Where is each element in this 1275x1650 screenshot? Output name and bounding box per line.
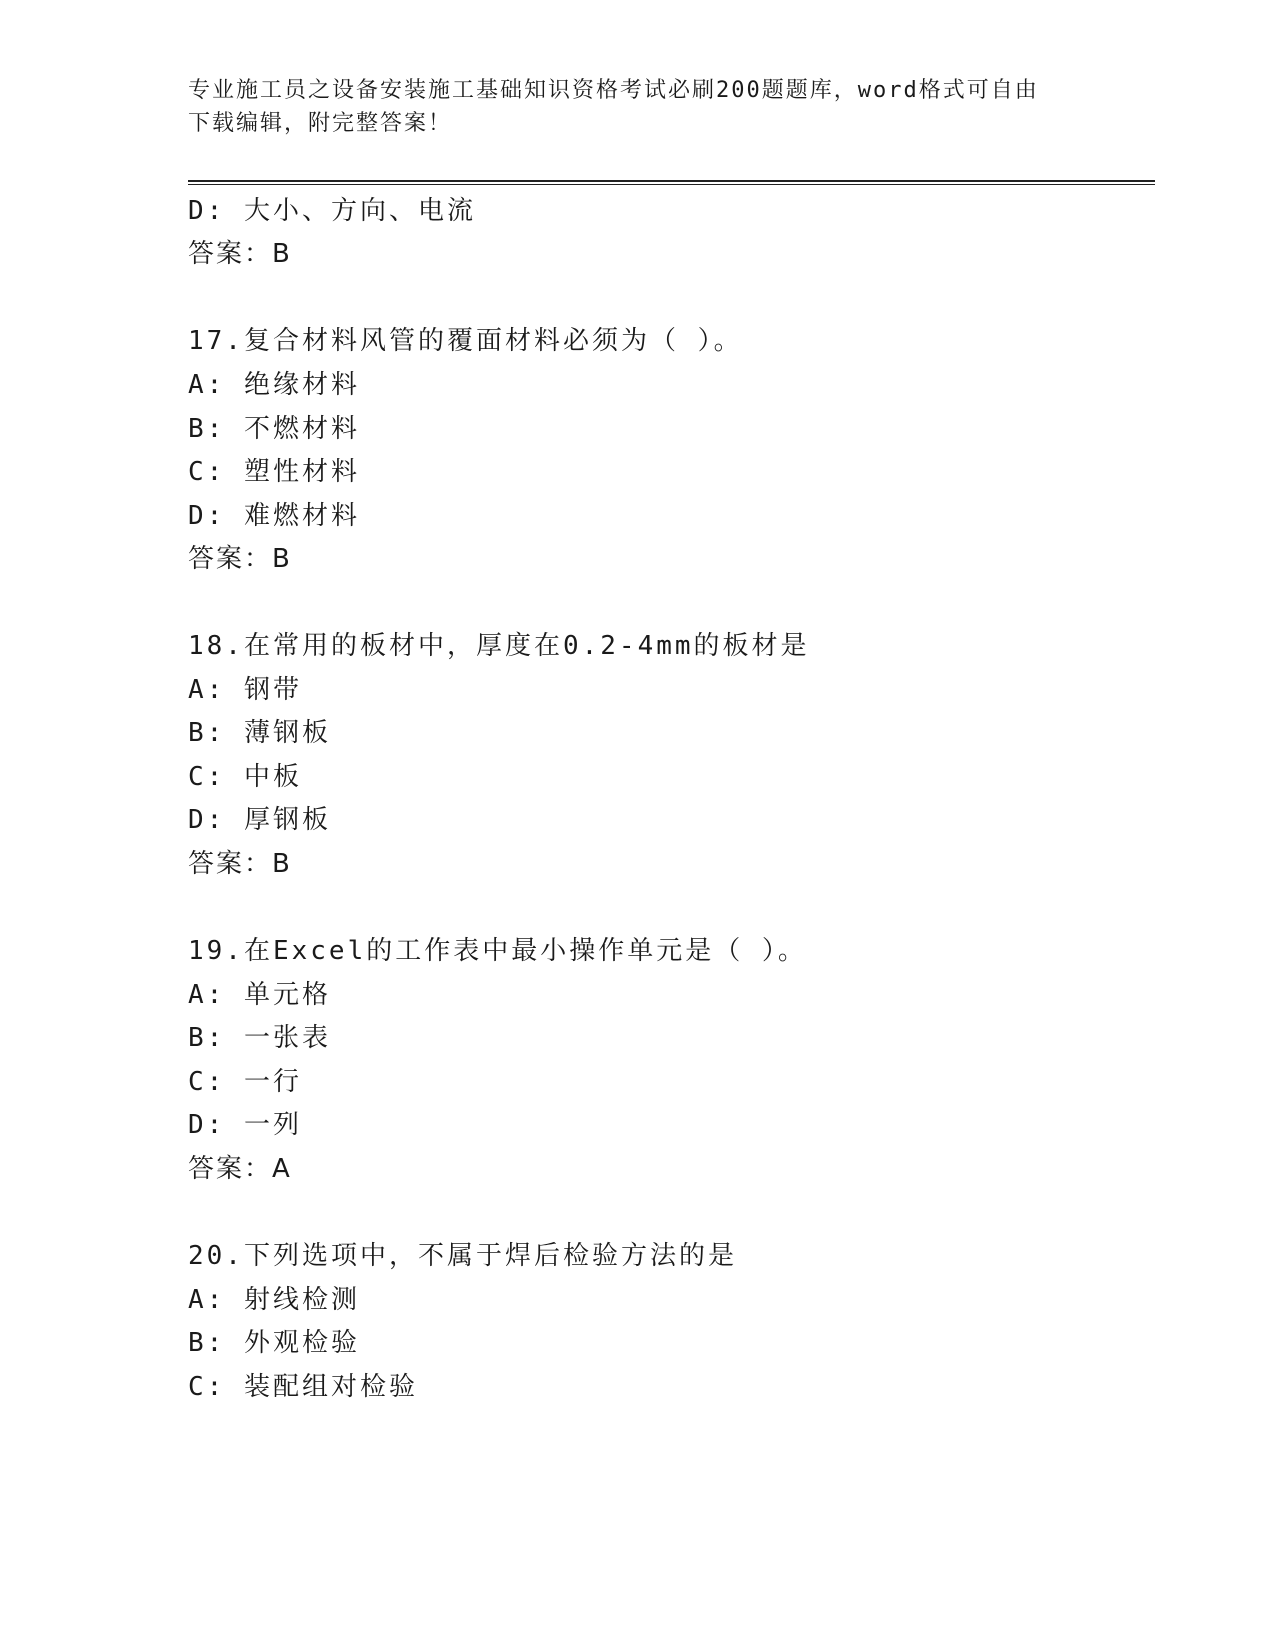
question-17-answer: 答案：B bbox=[188, 544, 292, 574]
question-19-answer: 答案：A bbox=[188, 1154, 292, 1184]
question-17-option-d: D: 难燃材料 bbox=[188, 501, 360, 531]
question-20-option-b: B: 外观检验 bbox=[188, 1328, 360, 1358]
question-20-option-c: C: 装配组对检验 bbox=[188, 1372, 418, 1402]
question-19-option-a: A: 单元格 bbox=[188, 980, 331, 1010]
question-18-option-a: A: 钢带 bbox=[188, 675, 302, 705]
question-18-option-d: D: 厚钢板 bbox=[188, 805, 331, 835]
prev-answer: 答案：B bbox=[188, 239, 292, 269]
question-19-option-d: D: 一列 bbox=[188, 1110, 302, 1140]
question-18-answer: 答案：B bbox=[188, 849, 292, 879]
question-19-option-c: C: 一行 bbox=[188, 1067, 302, 1097]
question-20-option-a: A: 射线检测 bbox=[188, 1285, 360, 1315]
question-18-stem: 18.在常用的板材中，厚度在0.2-4mm的板材是 bbox=[188, 631, 810, 661]
question-19-option-b: B: 一张表 bbox=[188, 1023, 331, 1053]
question-17-option-b: B: 不燃材料 bbox=[188, 414, 360, 444]
header-divider-thick bbox=[188, 180, 1155, 182]
header-divider-thin bbox=[188, 184, 1155, 185]
question-20-stem: 20.下列选项中，不属于焊后检验方法的是 bbox=[188, 1241, 737, 1271]
header-line-1: 专业施工员之设备安装施工基础知识资格考试必刷200题题库，word格式可自由 bbox=[188, 78, 1039, 103]
question-17-stem: 17.复合材料风管的覆面材料必须为（ ）。 bbox=[188, 326, 743, 356]
prev-option-d: D: 大小、方向、电流 bbox=[188, 196, 476, 226]
question-18-option-c: C: 中板 bbox=[188, 762, 302, 792]
question-18-option-b: B: 薄钢板 bbox=[188, 718, 331, 748]
document-header bbox=[188, 74, 1088, 140]
question-17-option-c: C: 塑性材料 bbox=[188, 457, 360, 487]
header-line-2: 下载编辑，附完整答案！ bbox=[188, 111, 453, 136]
question-19-stem: 19.在Excel的工作表中最小操作单元是（ ）。 bbox=[188, 936, 807, 966]
question-17-option-a: A: 绝缘材料 bbox=[188, 370, 360, 400]
